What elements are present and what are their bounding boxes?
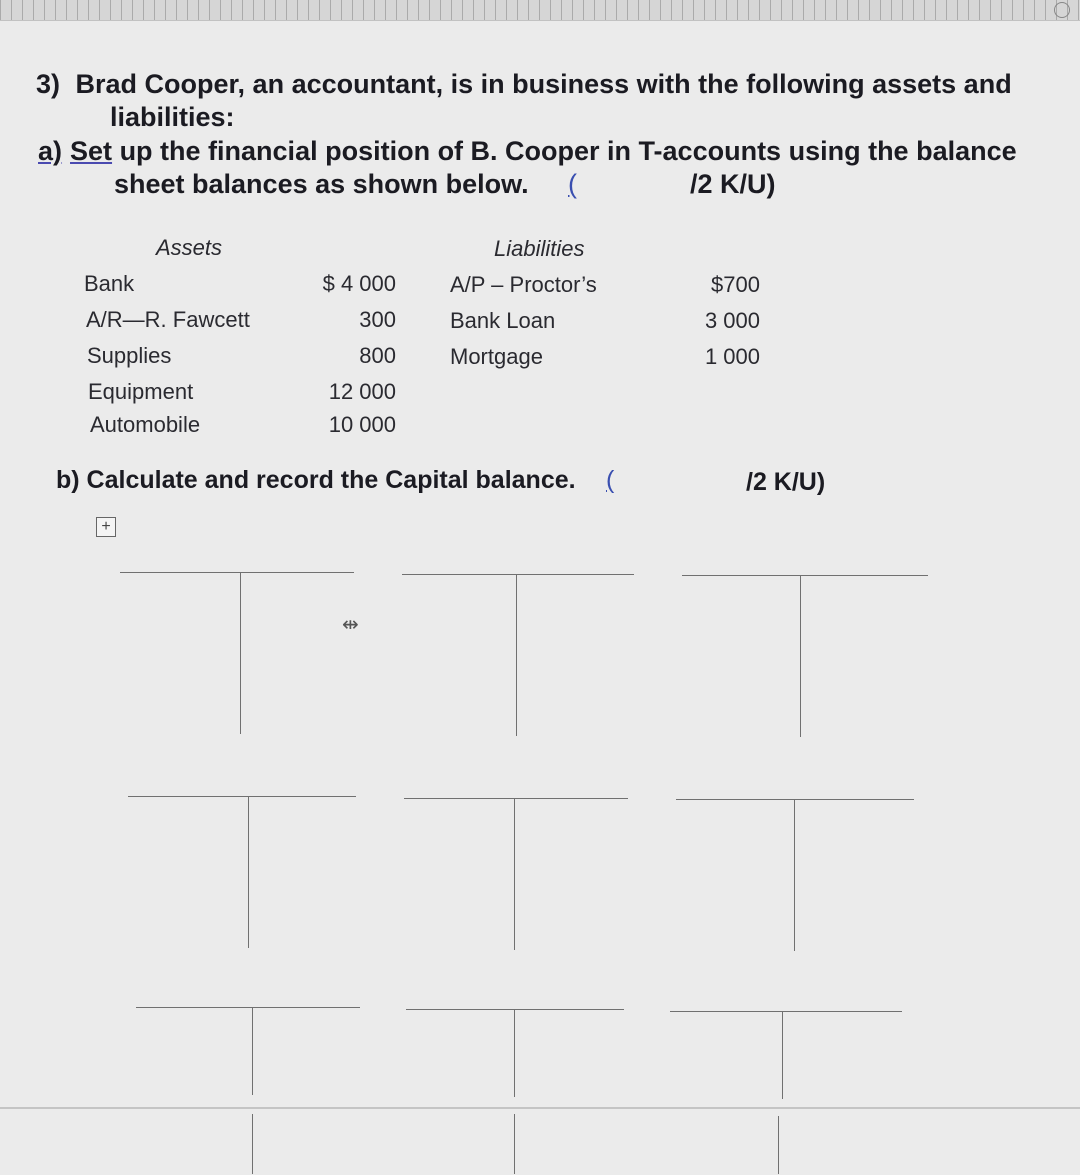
- asset-amount: 800: [359, 343, 396, 368]
- liabilities-header: Liabilities: [494, 236, 585, 261]
- move-handle-icon[interactable]: +: [96, 517, 116, 537]
- liability-name: Bank Loan: [450, 308, 556, 333]
- document-ruler: [0, 0, 1080, 21]
- question-text-line-2: liabilities:: [110, 102, 235, 132]
- asset-name: Supplies: [87, 343, 172, 368]
- question-number: 3): [36, 69, 61, 99]
- part-a-line-1: [38, 135, 1017, 168]
- asset-amount: 12 000: [328, 379, 396, 404]
- liability-amount: $700: [711, 272, 760, 297]
- asset-name: Bank: [84, 271, 135, 296]
- part-a-text-line-2: sheet balances as shown below.: [114, 169, 529, 199]
- liability-name: Mortgage: [450, 344, 543, 369]
- part-a-underlined-word: Set: [70, 136, 113, 166]
- part-a-marks-blank[interactable]: (: [568, 169, 577, 199]
- liability-name: A/P – Proctor’s: [450, 272, 597, 297]
- assets-header: Assets: [156, 235, 223, 260]
- question-text-line-1: Brad Cooper, an accountant, is in business with the following assets and: [75, 69, 1012, 99]
- asset-name: Equipment: [88, 379, 194, 404]
- ruler-corner-icon: [1054, 2, 1070, 18]
- question-line-1: [36, 68, 1012, 101]
- part-b-marks-blank[interactable]: (: [606, 466, 615, 494]
- asset-amount: 10 000: [328, 412, 396, 437]
- part-a-marks: /2 K/U): [690, 169, 776, 199]
- page-break: [0, 1107, 1080, 1109]
- liability-amount: 3 000: [704, 308, 760, 333]
- asset-amount: 300: [359, 307, 396, 332]
- liability-amount: 1 000: [704, 344, 760, 369]
- part-a-label: a): [38, 136, 63, 166]
- asset-name: Automobile: [90, 412, 201, 437]
- part-a-text-line-1: up the financial position of B. Cooper in T-accounts using the balance: [119, 136, 1017, 166]
- part-b-text: b) Calculate and record the Capital balance.: [56, 466, 576, 494]
- asset-amount: $ 4 000: [322, 271, 396, 296]
- asset-name: A/R—R. Fawcett: [86, 307, 250, 332]
- resize-cursor-icon: ⇹: [342, 614, 359, 636]
- part-b-marks: /2 K/U): [746, 468, 826, 496]
